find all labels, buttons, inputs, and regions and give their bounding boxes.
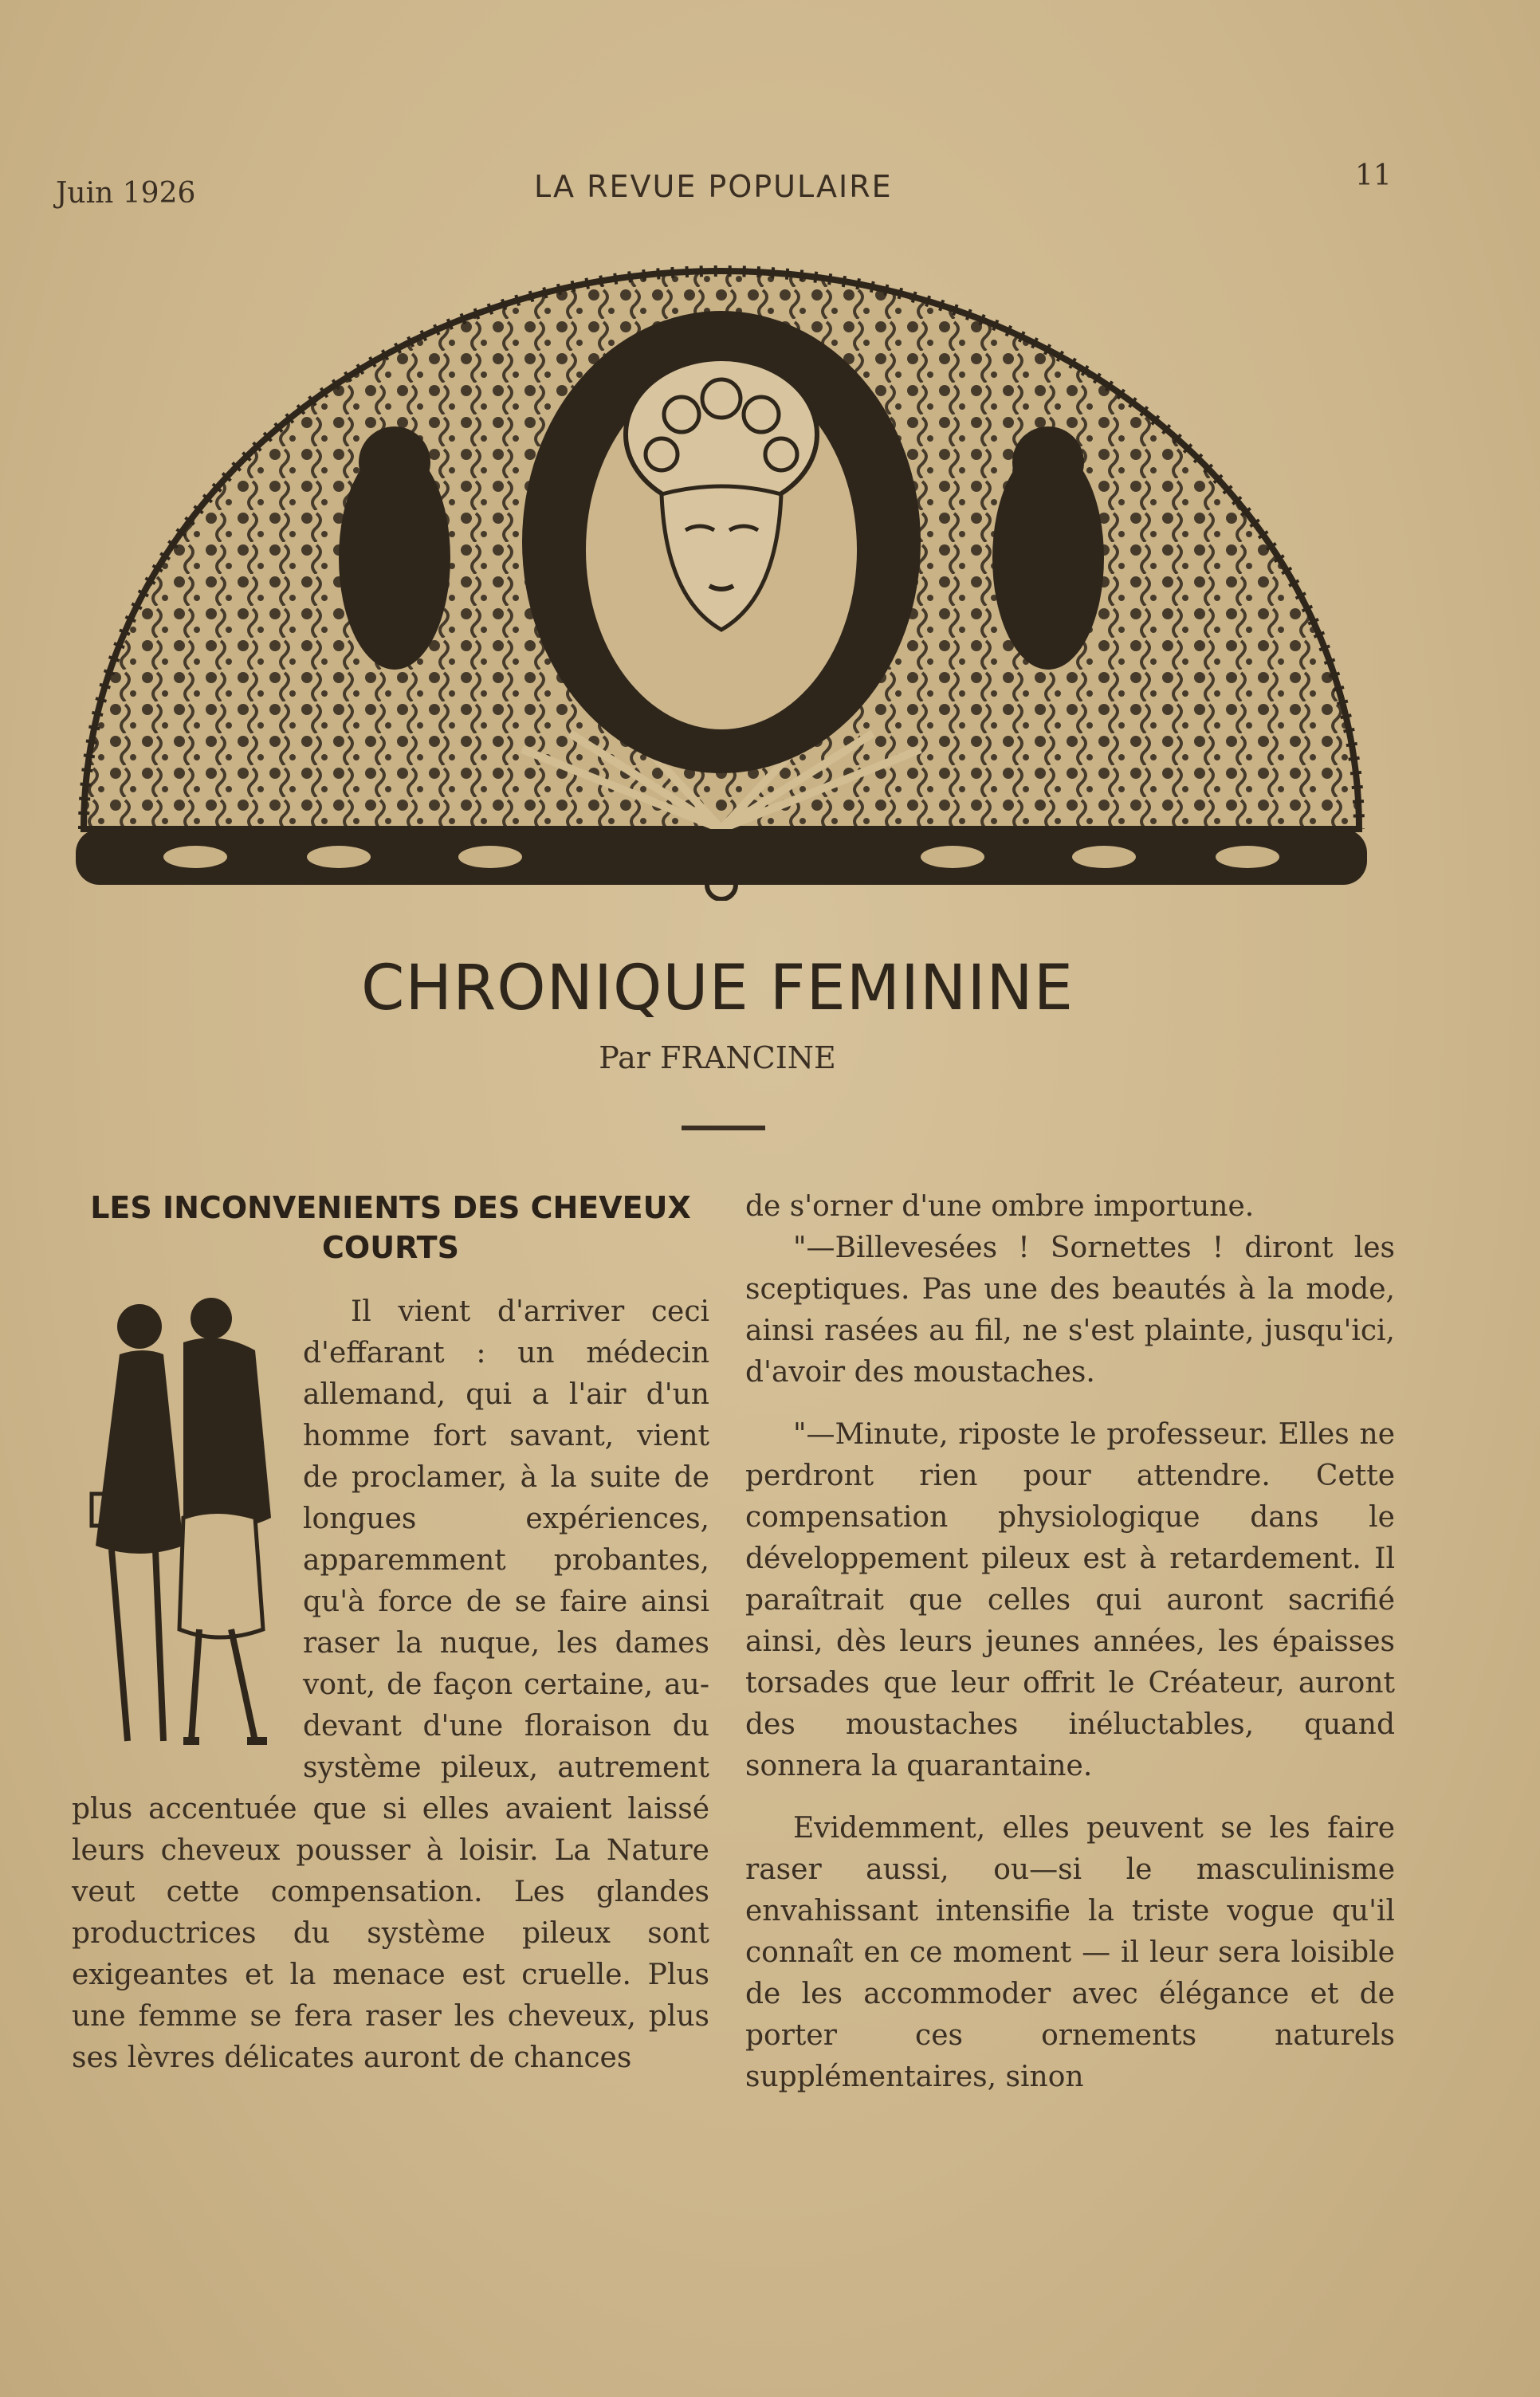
page-header bbox=[56, 159, 1395, 215]
issue-date: Juin 1926 bbox=[56, 177, 196, 210]
left-column bbox=[72, 1188, 709, 2079]
paragraph: Evidemment, elles peuvent se les faire raser aussi, ou—si le masculinisme envahissant intensifie la triste vogue qu'il connaît en ce moment — il leur sera loisible de les accommoder avec élégance et de porter ces ornements naturels supplémentaires, sinon bbox=[745, 1812, 1395, 2093]
decorative-fan-illustration bbox=[76, 255, 1367, 901]
magazine-name: LA REVUE POPULAIRE bbox=[534, 169, 893, 204]
right-column bbox=[745, 1186, 1395, 2098]
page-number: 11 bbox=[1355, 159, 1392, 192]
article-byline: Par FRANCINE bbox=[599, 1040, 836, 1075]
women-figures-illustration bbox=[72, 1295, 287, 1789]
paragraph: Il vient d'arriver ceci d'effarant : un médecin allemand, qui a l'air d'un homme fort savant, vient de proclamer, à la suite de longues expériences, apparemment probantes, qu'à force de se faire ainsi raser la nuque, les dames vont, de façon certaine, au-devant d'une floraison du système pileux, autrement plus accentuée que si elles avaient laissé leurs cheveux pousser à loisir. La Nature veut cette compensation. Les glandes productrices du système pileux sont exigeantes et la menace est cruelle. Plus une femme se fera raser les cheveux, plus ses lèvres délicates auront de chances bbox=[72, 1295, 709, 2074]
title-divider bbox=[682, 1126, 765, 1130]
section-heading: LES INCONVENIENTS DES CHEVEUX COURTS bbox=[90, 1190, 691, 1265]
article-title: CHRONIQUE FEMININE bbox=[360, 953, 1074, 1024]
paragraph: "—Minute, riposte le professeur. Elles ne perdront rien pour attendre. Cette compensation physiologique dans le développement pileux est à retardement. Il paraîtrait que celles qui auront sacrifié ainsi, dès leurs jeunes années, les épaisses torsades que leur offrit le Créateur, auront des moustaches inéluctables, quand sonnera la quarantaine. bbox=[745, 1418, 1395, 1782]
paragraph: de s'orner d'une ombre importune. bbox=[745, 1190, 1255, 1223]
paragraph: "—Billevesées ! Sornettes ! diront les sceptiques. Pas une des beautés à la mode, ainsi rasées au fil, ne s'est plainte, jusqu'ici, d'avoir des moustaches. bbox=[745, 1232, 1395, 1389]
